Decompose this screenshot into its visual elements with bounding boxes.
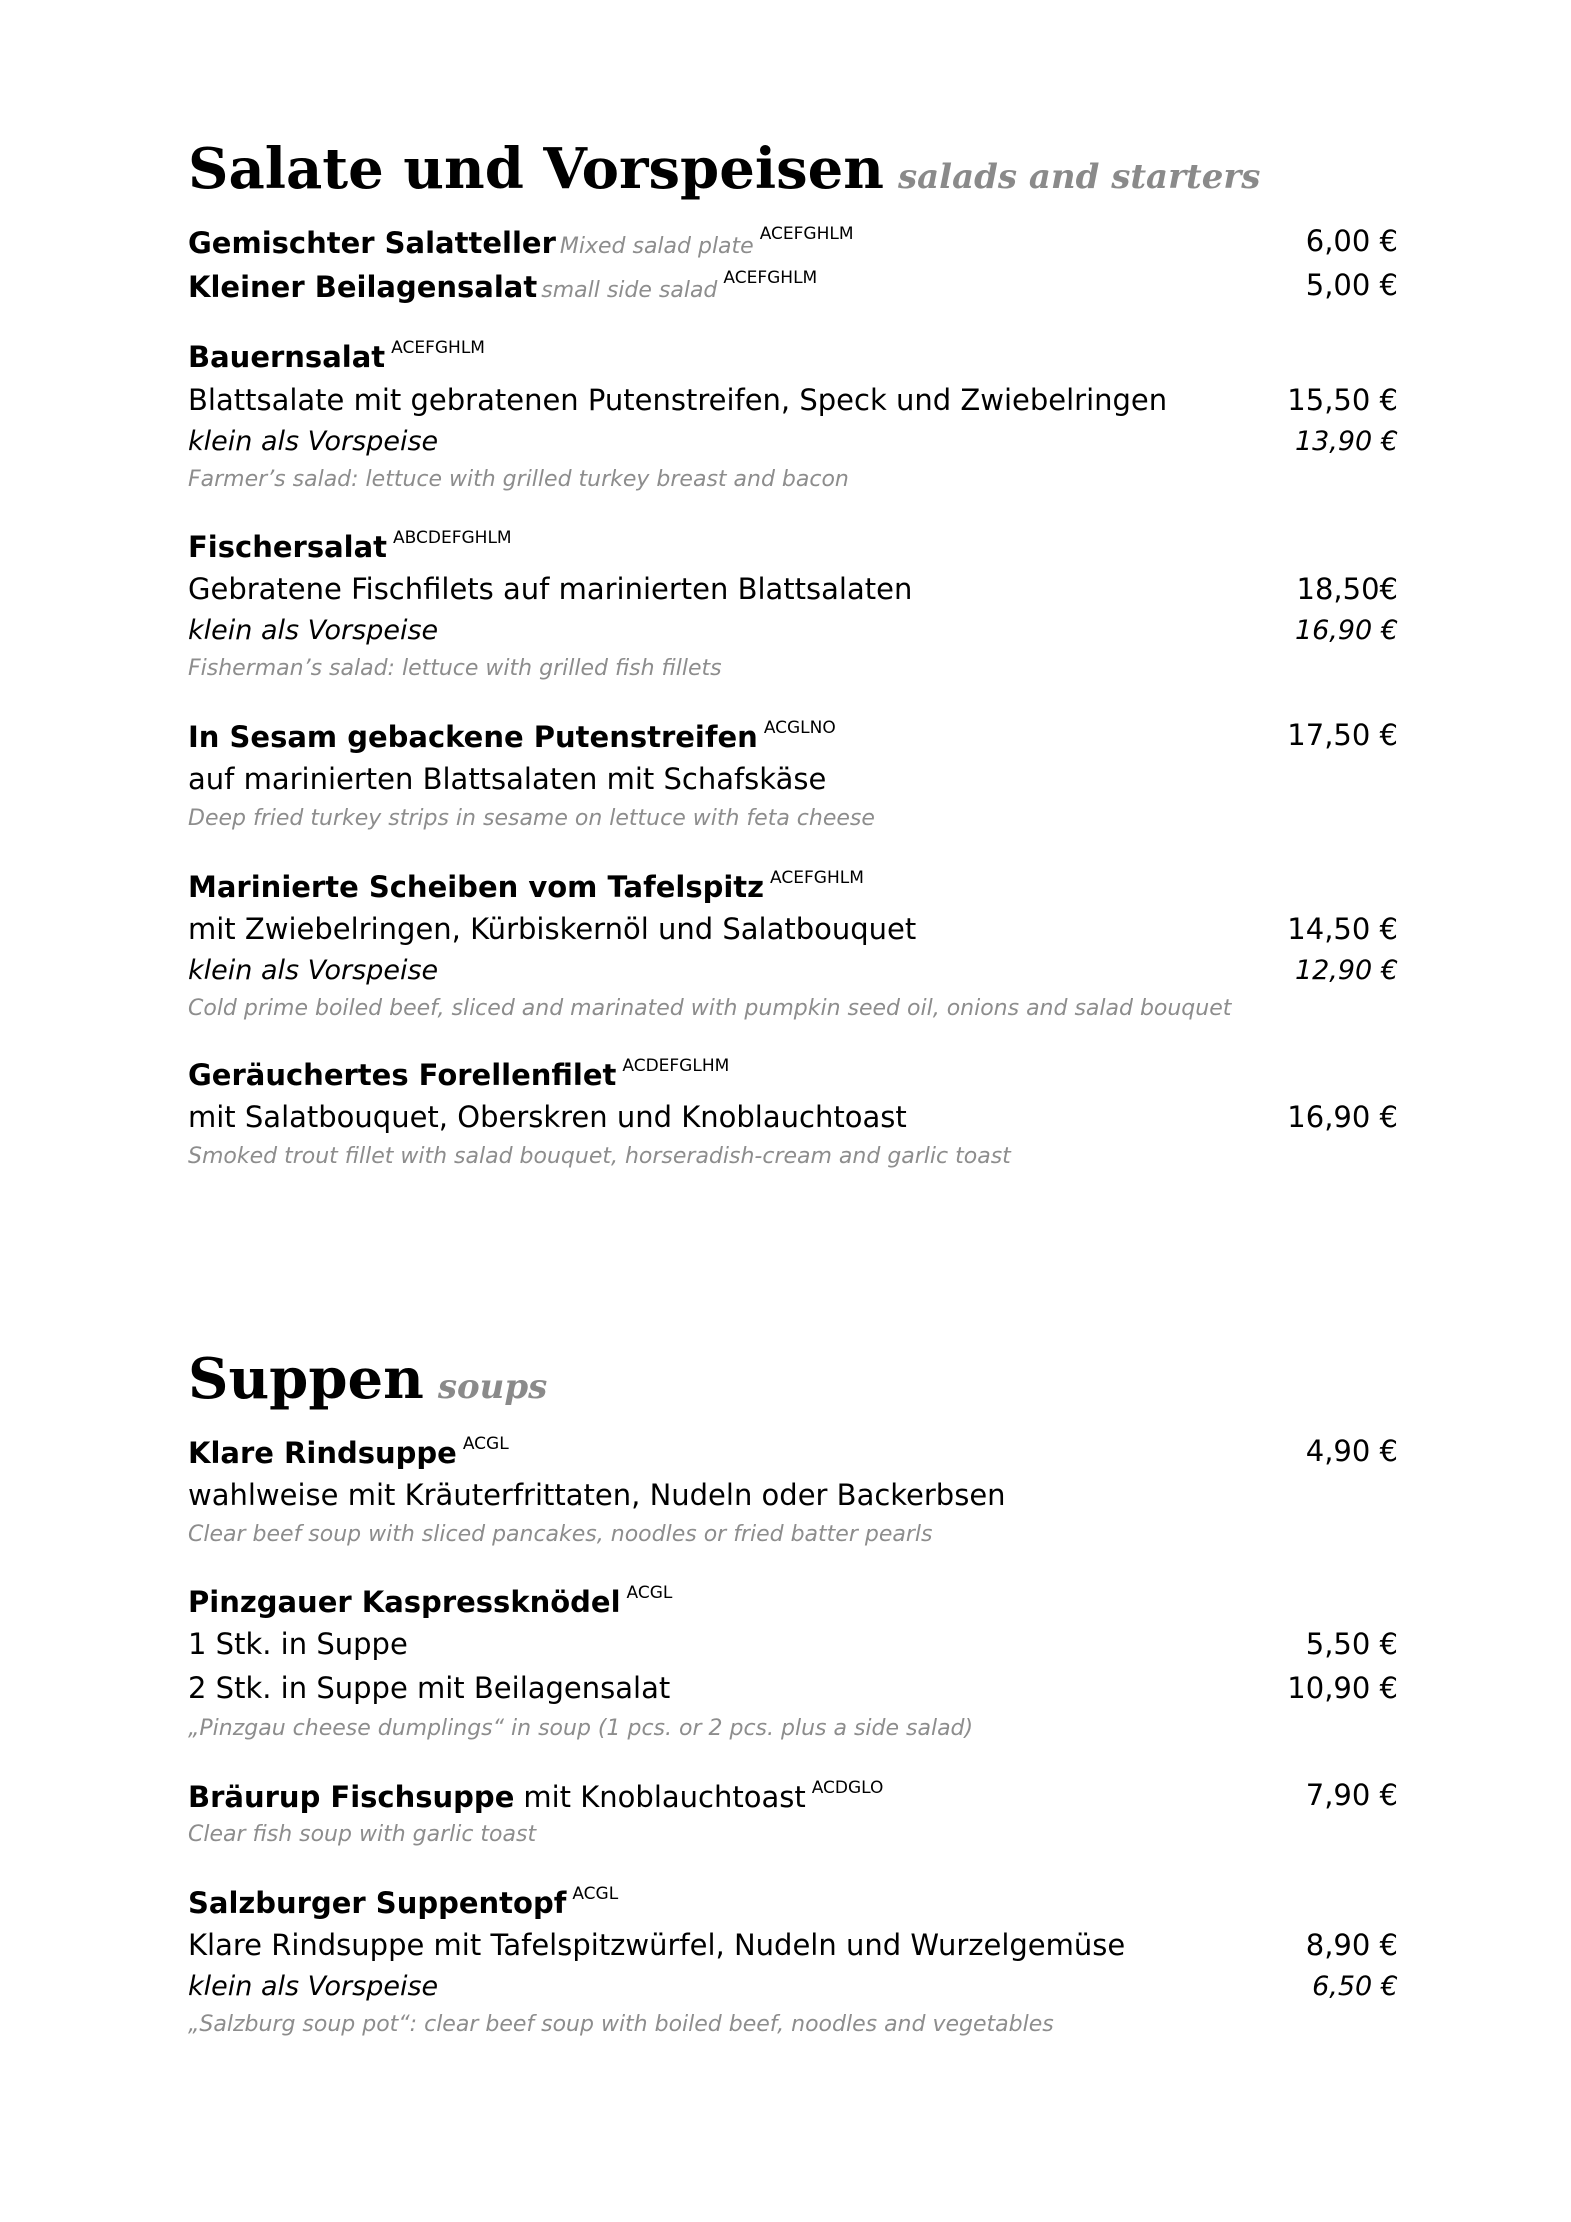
item-price: 8,90 € bbox=[1305, 1928, 1398, 1962]
section-title: Salate und Vorspeisen bbox=[188, 136, 884, 202]
item-price: 14,50 € bbox=[1287, 912, 1398, 946]
allergen-codes: ACGL bbox=[462, 1434, 509, 1454]
item-english-description bbox=[188, 1716, 1398, 1760]
item-name-en: Mixed salad plate bbox=[559, 234, 754, 259]
item-price: 17,50 € bbox=[1287, 718, 1398, 752]
item-name: Kleiner Beilagensalat bbox=[188, 270, 538, 304]
menu-item-tafelspitz bbox=[188, 868, 1398, 912]
menu-item-forellenfilet bbox=[188, 1056, 1398, 1100]
item-option-line bbox=[188, 1671, 1398, 1715]
item-price: 15,50 € bbox=[1287, 383, 1398, 417]
english-text: Clear beef soup with sliced pancakes, noodles or fried batter pearls bbox=[188, 1522, 933, 1547]
item-description: Klare Rindsuppe mit Tafelspitzwürfel, Nudeln und Wurzelgemüse bbox=[188, 1928, 1126, 1962]
item-description-line bbox=[188, 1478, 1398, 1522]
allergen-codes: ABCDEFGHLM bbox=[393, 528, 512, 548]
item-description-line bbox=[188, 572, 1398, 616]
menu-item-suppentopf bbox=[188, 1884, 1398, 1928]
english-text: „Salzburg soup pot“: clear beef soup with boiled beef, noodles and vegetables bbox=[188, 2012, 1054, 2037]
small-portion-label: klein als Vorspeise bbox=[188, 615, 439, 646]
small-portion-price: 16,90 € bbox=[1294, 615, 1398, 646]
item-name: Bauernsalat bbox=[188, 340, 386, 374]
item-description-line bbox=[188, 1100, 1398, 1144]
section-heading-salads bbox=[188, 136, 1260, 202]
item-name: Geräuchertes Forellenfilet bbox=[188, 1058, 617, 1092]
item-english-description bbox=[188, 996, 1398, 1040]
allergen-codes: ACEFGHLM bbox=[391, 338, 485, 358]
item-name: Fischersalat bbox=[188, 530, 388, 564]
item-name: Bräurup Fischsuppe bbox=[188, 1780, 515, 1814]
item-description-line bbox=[188, 1928, 1398, 1972]
small-portion-price: 12,90 € bbox=[1294, 955, 1398, 986]
english-text: Clear fish soup with garlic toast bbox=[188, 1822, 537, 1847]
item-english-description bbox=[188, 1522, 1398, 1566]
small-portion-price: 13,90 € bbox=[1294, 426, 1398, 457]
item-name-en: small side salad bbox=[541, 278, 718, 303]
small-portion-price: 6,50 € bbox=[1312, 1971, 1398, 2002]
item-small-portion bbox=[188, 955, 1398, 999]
item-description: Blattsalate mit gebratenen Putenstreifen, Speck und Zwiebelringen bbox=[188, 383, 1168, 417]
item-english-description bbox=[188, 656, 1398, 700]
item-english-description bbox=[188, 2012, 1398, 2056]
item-name: Marinierte Scheiben vom Tafelspitz bbox=[188, 870, 765, 904]
item-small-portion bbox=[188, 1971, 1398, 2015]
item-name: Salzburger Suppentopf bbox=[188, 1886, 567, 1920]
menu-item-bauernsalat bbox=[188, 338, 1398, 382]
item-price: 6,00 € bbox=[1305, 224, 1398, 258]
item-english-description bbox=[188, 1822, 1398, 1866]
english-text: „Pinzgau cheese dumplings“ in soup (1 pcs. or 2 pcs. plus a side salad) bbox=[188, 1716, 974, 1741]
section-subtitle: salads and starters bbox=[897, 157, 1261, 197]
item-option-line bbox=[188, 1627, 1398, 1671]
allergen-codes: ACDEFGLHM bbox=[622, 1056, 730, 1076]
item-price: 5,00 € bbox=[1305, 268, 1398, 302]
item-english-description bbox=[188, 1144, 1398, 1188]
english-text: Fisherman’s salad: lettuce with grilled fish fillets bbox=[188, 656, 722, 681]
menu-item-fischsuppe bbox=[188, 1778, 1398, 1822]
section-heading-soups bbox=[188, 1346, 547, 1412]
allergen-codes: ACEFGHLM bbox=[770, 868, 864, 888]
item-description: mit Salatbouquet, Oberskren und Knoblauchtoast bbox=[188, 1100, 907, 1134]
item-description: mit Zwiebelringen, Kürbiskernöl und Salatbouquet bbox=[188, 912, 917, 946]
option-price: 10,90 € bbox=[1287, 1671, 1398, 1705]
menu-item-klare-rindsuppe bbox=[188, 1434, 1398, 1478]
english-text: Smoked trout fillet with salad bouquet, horseradish-cream and garlic toast bbox=[188, 1144, 1011, 1169]
menu-item-fischersalat bbox=[188, 528, 1398, 572]
english-text: Cold prime boiled beef, sliced and marinated with pumpkin seed oil, onions and salad bouquet bbox=[188, 996, 1232, 1021]
item-small-portion bbox=[188, 426, 1398, 470]
option-price: 5,50 € bbox=[1305, 1627, 1398, 1661]
item-english-description bbox=[188, 806, 1398, 850]
allergen-codes: ACGL bbox=[626, 1583, 673, 1603]
english-text: Deep fried turkey strips in sesame on lettuce with feta cheese bbox=[188, 806, 875, 831]
option-label: 1 Stk. in Suppe bbox=[188, 1627, 408, 1661]
item-english-description bbox=[188, 467, 1398, 511]
item-price: 4,90 € bbox=[1305, 1434, 1398, 1468]
item-price: 7,90 € bbox=[1305, 1778, 1398, 1812]
section-subtitle: soups bbox=[437, 1367, 548, 1407]
menu-item-kaspressknoedel bbox=[188, 1583, 1398, 1627]
item-description-line bbox=[188, 912, 1398, 956]
english-text: Farmer’s salad: lettuce with grilled turkey breast and bacon bbox=[188, 467, 849, 492]
small-portion-label: klein als Vorspeise bbox=[188, 426, 439, 457]
menu-item-gemischter-salatteller bbox=[188, 224, 1398, 268]
menu-item-sesam-putenstreifen bbox=[188, 718, 1398, 762]
item-description-line bbox=[188, 383, 1398, 427]
allergen-codes: ACGLNO bbox=[763, 718, 836, 738]
allergen-codes: ACDGLO bbox=[811, 1778, 884, 1798]
item-name: Gemischter Salatteller bbox=[188, 226, 556, 260]
section-title: Suppen bbox=[188, 1346, 424, 1412]
option-label: 2 Stk. in Suppe mit Beilagensalat bbox=[188, 1671, 671, 1705]
item-price: 18,50€ bbox=[1296, 572, 1398, 606]
item-name: Pinzgauer Kaspressknödel bbox=[188, 1585, 621, 1619]
menu-item-kleiner-beilagensalat bbox=[188, 268, 1398, 312]
allergen-codes: ACEFGHLM bbox=[723, 268, 818, 288]
allergen-codes: ACGL bbox=[572, 1884, 619, 1904]
item-price: 16,90 € bbox=[1287, 1100, 1398, 1134]
item-description-line bbox=[188, 762, 1398, 806]
item-description: auf marinierten Blattsalaten mit Schafskäse bbox=[188, 762, 827, 796]
allergen-codes: ACEFGHLM bbox=[759, 224, 854, 244]
small-portion-label: klein als Vorspeise bbox=[188, 1971, 439, 2002]
item-name-extra: mit Knoblauchtoast bbox=[523, 1780, 806, 1814]
item-name: Klare Rindsuppe bbox=[188, 1436, 457, 1470]
item-small-portion bbox=[188, 615, 1398, 659]
item-description: Gebratene Fischfilets auf marinierten Blattsalaten bbox=[188, 572, 913, 606]
small-portion-label: klein als Vorspeise bbox=[188, 955, 439, 986]
item-description: wahlweise mit Kräuterfrittaten, Nudeln oder Backerbsen bbox=[188, 1478, 1006, 1512]
item-name: In Sesam gebackene Putenstreifen bbox=[188, 720, 758, 754]
